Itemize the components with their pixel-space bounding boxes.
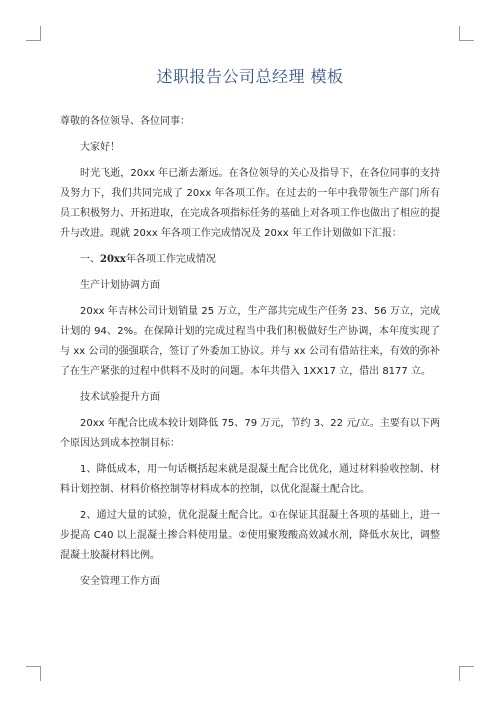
section-heading-1: [60, 250, 440, 270]
section-heading-year: 20xx: [100, 254, 126, 265]
intro-paragraph: 时光飞逝，20xx 年已渐去渐远。在各位领导的关心及指导下，在各位同事的支持及努力下，我们共同完成了 20xx 年各项工作。在过去的一年中我带领生产部门所有员工积极努力、开拓进取，在完成各项指标任务的基础上对各项工作也做出了相应的提升与改进。现就 20xx 年各项工作完成情况及 20xx 年工作计划做如下汇报：: [60, 168, 440, 239]
page-corner-mark-top-left: [26, 26, 41, 41]
production-paragraph: 20xx 年吉林公司计划销量 25 万立，生产部共完成生产任务 23、56 万立，完成计划的 94、2%。在保障计划的完成过程当中我们积极做好生产协调，本年度实现了与 xx 公司的强强联合，签订了外委加工协议。并与 xx 公司有借站往来，有效的弥补了在生产紧张的过程中供料不及时的问题。本年共借入 1XX17 立，借出 8177 立。: [60, 306, 440, 377]
greeting: 尊敬的各位领导、各位同事：: [60, 116, 190, 127]
page-corner-mark-top-right: [459, 26, 474, 41]
subheading-technology: 技术试验提升方面: [80, 392, 160, 403]
optimization-paragraph: 2、通过大量的试验，优化混凝土配合比。①在保证其混凝土各项的基础上，进一步提高 C40 以上混凝土掺合料使用量。②使用聚羧酸高效减水剂，降低水灰比，调整混凝土胶凝材料比例。: [60, 510, 440, 561]
page-corner-mark-bottom-left: [26, 666, 41, 681]
section-heading-prefix: 一、: [80, 254, 100, 265]
subheading-safety: 安全管理工作方面: [80, 576, 160, 587]
cost-reduction-paragraph: 1、降低成本，用一句话概括起来就是混凝土配合比优化，通过材料验收控制、材料计划控制、材料价格控制等材料成本的控制，以优化混凝土配合比。: [60, 464, 440, 495]
document-title: 述职报告公司总经理 模板: [156, 67, 344, 86]
hello-line: 大家好！: [80, 142, 120, 153]
section-heading-suffix: 年各项工作完成情况: [125, 254, 216, 265]
page-corner-mark-bottom-right: [459, 666, 474, 681]
subheading-production: 生产计划协调方面: [80, 280, 160, 291]
document-body: [60, 112, 440, 598]
technology-paragraph: 20xx 年配合比成本较计划降低 75、79 万元，节约 3、22 元/立。主要有以下两个原因达到成本控制目标：: [60, 418, 440, 449]
